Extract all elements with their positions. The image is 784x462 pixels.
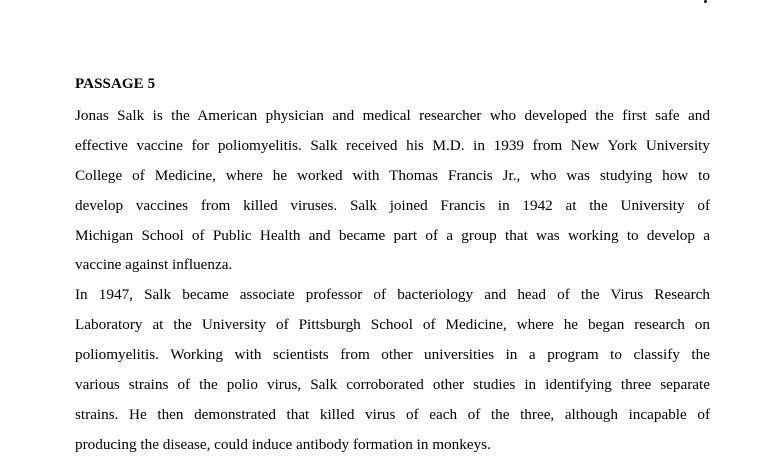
text-line: producing the disease, could induce antibody formation in monkeys. <box>75 435 491 453</box>
passage-title: PASSAGE 5 <box>75 76 156 92</box>
text-line: Michigan School of Public Health and became part of a group that was working to develop a <box>75 226 710 244</box>
text-line: Jonas Salk is the American physician and medical researcher who developed the first safe and <box>75 107 710 124</box>
text-line: effective vaccine for poliomyelitis. Salk received his M.D. in 1939 from New York University <box>75 136 710 154</box>
text-line: poliomyelitis. Working with scientists from other universities in a program to classify the <box>75 346 710 364</box>
text-line: Laboratory at the University of Pittsburgh School of Medicine, where he began research on <box>75 316 710 334</box>
text-line: develop vaccines from killed viruses. Salk joined Francis in 1942 at the University of <box>75 196 710 214</box>
text-line: various strains of the polio virus, Salk corroborated other studies in identifying three separate <box>75 376 710 394</box>
text-line: College of Medicine, where he worked with Thomas Francis Jr., who was studying how to <box>75 166 710 184</box>
passage-body <box>75 103 710 462</box>
page-mark <box>704 0 707 3</box>
text-line: strains. He then demonstrated that killed virus of each of the three, although incapable of <box>75 405 710 423</box>
text-line: vaccine against influenza. <box>75 256 233 274</box>
text-line: In 1947, Salk became associate professor of bacteriology and head of the Virus Research <box>75 286 710 304</box>
